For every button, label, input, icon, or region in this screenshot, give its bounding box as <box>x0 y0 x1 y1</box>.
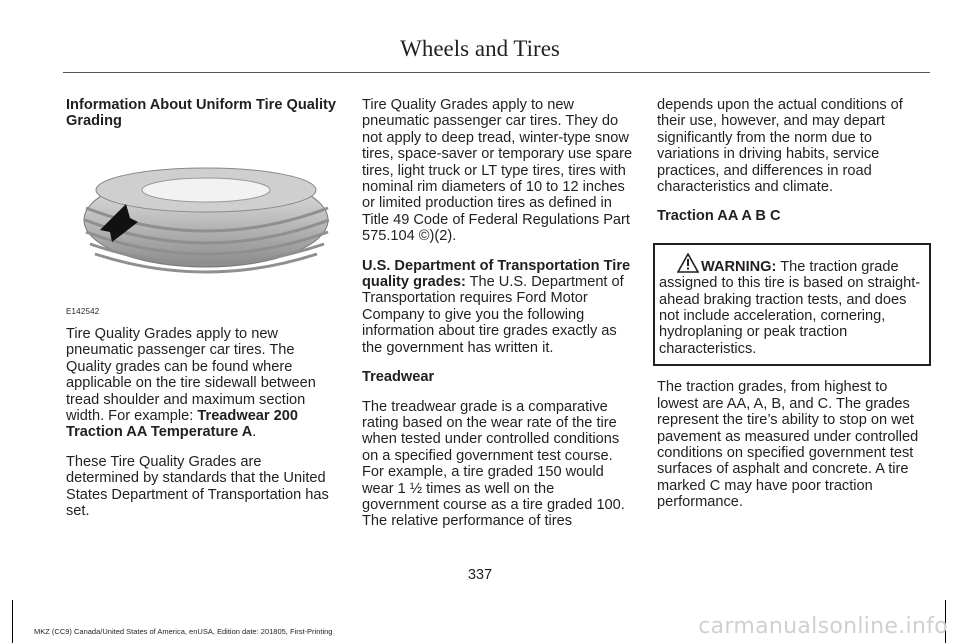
warning-box <box>653 243 931 366</box>
example-grades: Treadwear 200 Traction AA Temperature A <box>66 408 299 441</box>
section-heading-utqg: Information About Uniform Tire Quality Grading <box>66 97 336 130</box>
crop-mark <box>12 600 13 643</box>
watermark: carmanualsonline.info <box>698 614 948 639</box>
warning-triangle-icon <box>677 253 699 273</box>
warning-line <box>659 259 776 275</box>
inline-heading: U.S. Department of Transportation Tire quality grades: <box>362 257 631 291</box>
section-heading-treadwear: Treadwear <box>362 369 435 386</box>
column-2 <box>362 97 634 543</box>
tire-illustration <box>66 150 338 320</box>
column-3 <box>657 97 929 524</box>
column-1 <box>66 97 338 143</box>
warning-label: WARNING: <box>701 258 777 275</box>
paragraph-end: . <box>252 424 257 441</box>
paragraph <box>66 326 338 441</box>
paragraph-text: Tire Quality Grades apply to new pneumatic passenger car tires. The Quality grades can be found where applicable on the tire sidewall between tread shoulder and maximum section width. For example: <box>66 326 316 425</box>
header-rule <box>63 72 930 73</box>
tire-figure <box>66 150 338 320</box>
page-number: 337 <box>467 567 493 583</box>
paragraph: Tire Quality Grades apply to new pneumatic passenger car tires. They do not apply to deep tread, winter-type snow tires, space-saver or temporary use spare tires, light truck or LT type tires, tires with nominal rim diameters of 10 to 12 inches or limited production tires as defined in Title 49 Code of Federal Regulations Part 575.104 ©)(2). <box>362 97 633 245</box>
paragraph: These Tire Quality Grades are determined by standards that the United States Department of Transportation has set. <box>66 453 329 520</box>
paragraph <box>362 258 634 356</box>
paragraph: The treadwear grade is a comparative rating based on the wear rate of the tire when tested under controlled conditions on a specified government test course. For example, a tire graded 150 would wear 1 ½ times as well on the government course as a tire graded 100. The relative performance of tires <box>362 398 625 530</box>
paragraph-text: The U.S. Department of Transportation requires Ford Motor Company to give you the following information about tire grades exactly as the government has written it. <box>362 274 624 356</box>
section-heading-traction: Traction AA A B C <box>657 208 781 225</box>
paragraph: depends upon the actual conditions of their use, however, and may depart significantly from the norm due to variations in driving habits, service practices, and differences in road characteristics and climate. <box>657 97 903 196</box>
page-title: Wheels and Tires <box>400 36 560 61</box>
column-1-body <box>66 326 338 532</box>
paragraph: The traction grades, from highest to lowest are AA, A, B, and C. The grades represent the tire’s ability to stop on wet pavement as measured under controlled conditions on specified government test surfaces of asphalt and concrete. A tire marked C may have poor traction performance. <box>657 379 919 511</box>
edition-footer: MKZ (CC9) Canada/United States of America, enUSA, Edition date: 201805, First-Printing <box>34 627 333 636</box>
figure-code: E142542 <box>66 307 100 316</box>
warning-text: The traction grade assigned to this tire is based on straight-ahead braking traction tests, and does not include acceleration, cornering, hydroplaning or peak traction characteristics. <box>659 258 921 357</box>
